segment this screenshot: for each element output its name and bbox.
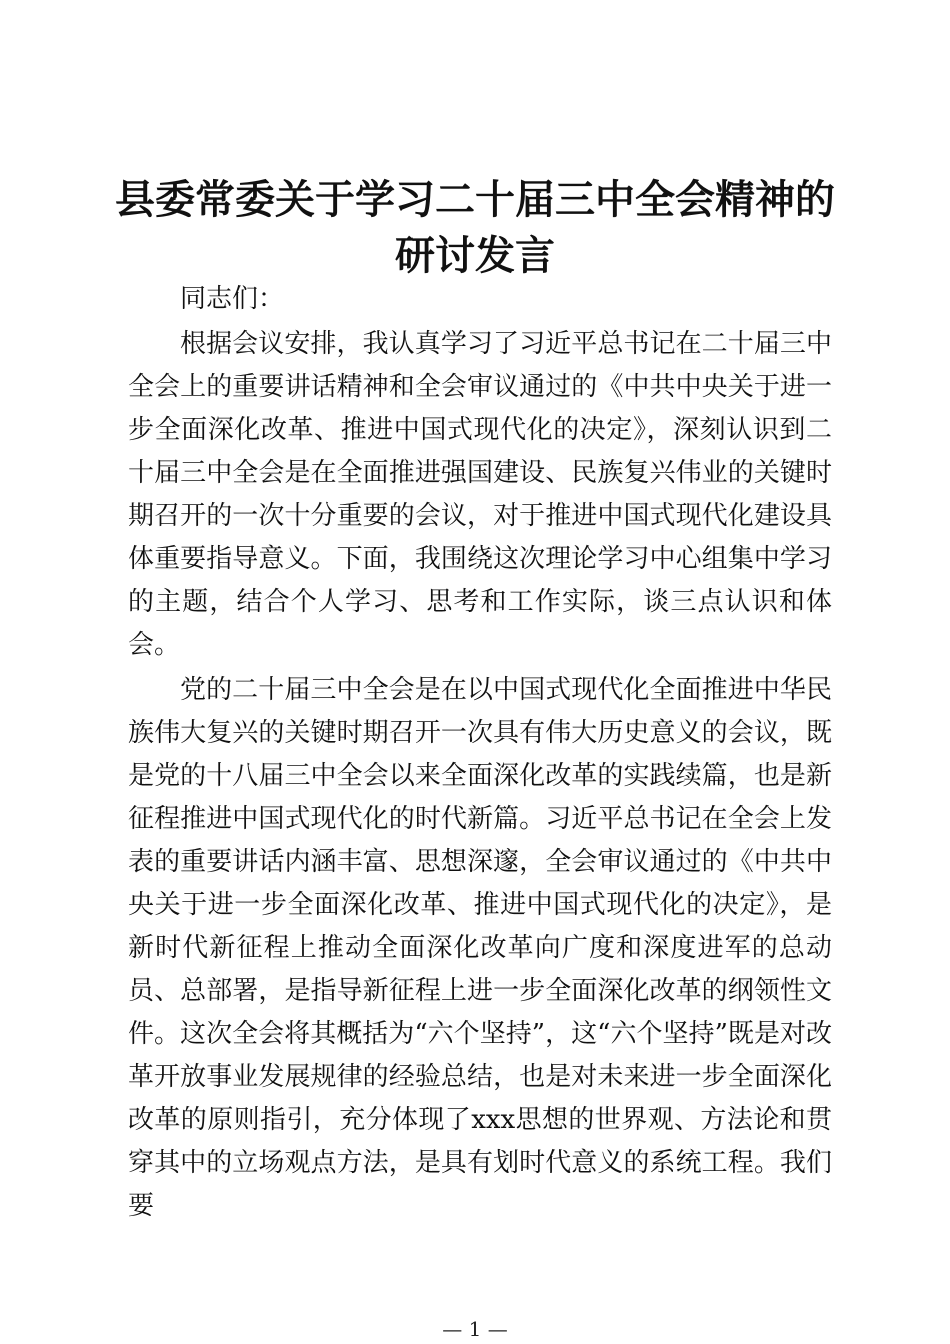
paragraph-2: 党的二十届三中全会是在以中国式现代化全面推进中华民族伟大复兴的关键时期召开一次具有伟大历史意义的会议，既是党的十八届三中全会以来全面深化改革的实践续篇，也是新征程推进中国式现代化的时代新篇。习近平总书记在全会上发表的重要讲话内涵丰富、思想深邃，全会审议通过的《中共中央关于进一步全面深化改革、推进中国式现代化的决定》，是新时代新征程上推动全面深化改革向广度和深度进军的总动员、总部署，是指导新征程上进一步全面深化改革的纲领性文件。这次全会将其概括为“六个坚持”，这“六个坚持”既是对改革开放事业发展规律的经验总结，也是对未来进一步全面深化改革的原则指引，充分体现了xxx思想的世界观、方法论和贯穿其中的立场观点方法，是具有划时代意义的系统工程。我们要 [128,675,832,1221]
document-body [128,278,832,1230]
document-title: 县委常委关于学习二十届三中全会精神的研讨发言 [115,176,835,279]
paragraph-1: 根据会议安排，我认真学习了习近平总书记在二十届三中全会上的重要讲话精神和全会审议通过的《中共中央关于进一步全面深化改革、推进中国式现代化的决定》，深刻认识到二十届三中全会是在全面推进强国建设、民族复兴伟业的关键时期召开的一次十分重要的会议，对于推进中国式现代化建设具体重要指导意义。下面，我围绕这次理论学习中心组集中学习的主题，结合个人学习、思考和工作实际，谈三点认识和体会。 [128,329,832,660]
salutation: 同志们： [180,284,285,314]
page-number: — 1 — [442,1317,508,1341]
